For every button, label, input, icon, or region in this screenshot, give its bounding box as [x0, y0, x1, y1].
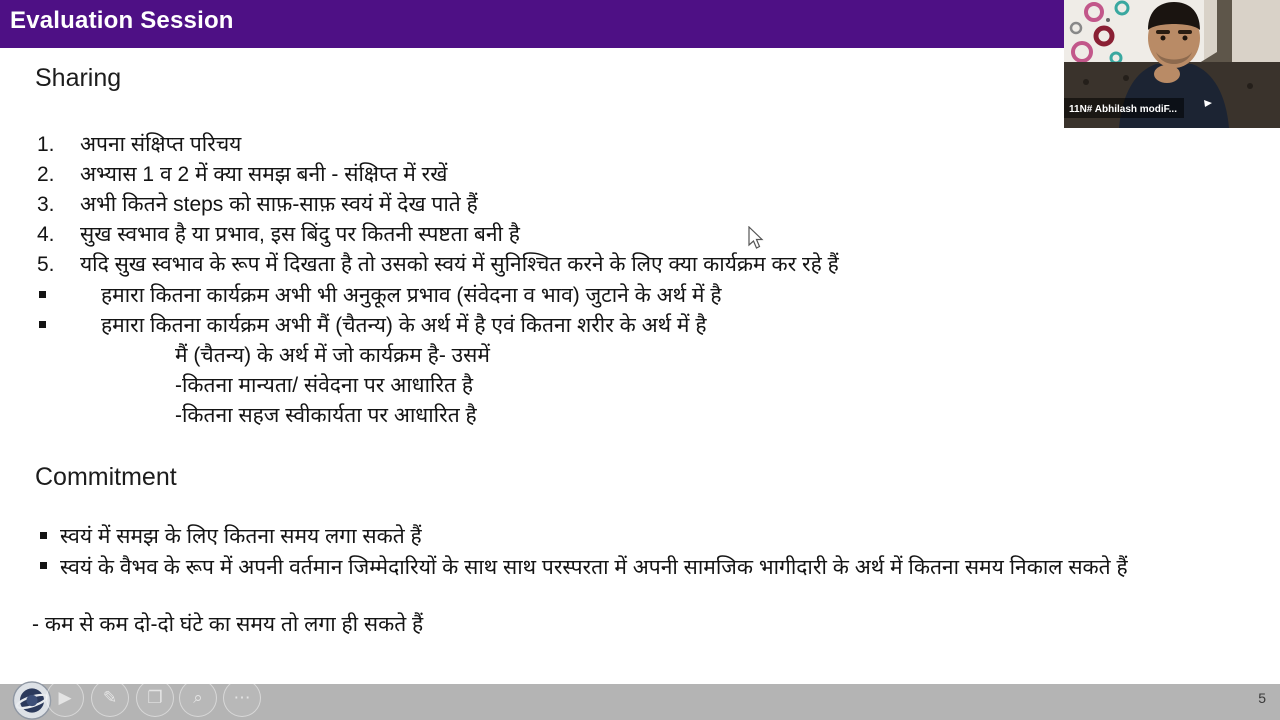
list-text: अभी कितने steps को साफ़-साफ़ स्वयं में देख पाते हैं: [80, 193, 478, 216]
list-number: 2.: [37, 163, 55, 186]
bullet-text: स्वयं के वैभव के रूप में अपनी वर्तमान जिम्मेदारियों के साथ साथ परस्परता में अपनी सामजिक भागीदारी के अर्थ में कितना समय निकाल सकते हैं: [60, 556, 1128, 579]
slides-overview-button[interactable]: [136, 679, 174, 717]
play-button[interactable]: [46, 679, 84, 717]
page-number: 5: [1258, 690, 1266, 706]
webcam-video: [1064, 0, 1280, 128]
list-number: 3.: [37, 193, 55, 216]
list-text: सुख स्वभाव है या प्रभाव, इस बिंदु पर कितनी स्पष्टता बनी है: [80, 223, 520, 246]
participant-name-label: 11N# Abhilash modiF...: [1069, 104, 1177, 115]
square-bullet-icon: [39, 291, 46, 298]
more-options-button[interactable]: [223, 679, 261, 717]
indented-line: -कितना मान्यता/ संवेदना पर आधारित है: [175, 374, 474, 397]
more-icon: ⋯: [233, 688, 251, 707]
list-text: अभ्यास 1 व 2 में क्या समझ बनी - संक्षिप्त में रखें: [80, 163, 448, 186]
webcam-video-thumbnail[interactable]: [1064, 0, 1280, 128]
list-text: अपना संक्षिप्त परिचय: [80, 133, 242, 156]
bullet-text: स्वयं में समझ के लिए कितना समय लगा सकते हैं: [60, 525, 422, 548]
pen-icon: ✎: [102, 688, 118, 707]
bullet-text: हमारा कितना कार्यक्रम अभी भी अनुकूल प्रभाव (संवेदना व भाव) जुटाने के अर्थ में है: [101, 284, 722, 307]
pen-button[interactable]: [91, 679, 129, 717]
list-number: 4.: [37, 223, 55, 246]
square-bullet-icon: [40, 532, 47, 539]
magnifier-icon: ⌕: [193, 688, 203, 707]
dash-line: - कम से कम दो-दो घंटे का समय तो लगा ही सकते हैं: [32, 613, 424, 636]
square-bullet-icon: [40, 562, 47, 569]
slides-icon: ❐: [147, 688, 163, 707]
bullet-text: हमारा कितना कार्यक्रम अभी मैं (चैतन्य) के अर्थ में है एवं कितना शरीर के अर्थ में है: [101, 314, 707, 337]
list-text: यदि सुख स्वभाव के रूप में दिखता है तो उसको स्वयं में सुनिश्चित करने के लिए क्या कार्यक्रम कर रहे हैं: [80, 253, 839, 276]
mouse-cursor-icon: [748, 226, 766, 257]
slide-title: Evaluation Session: [10, 7, 234, 34]
zoom-button[interactable]: [179, 679, 217, 717]
play-icon: ▶: [58, 688, 72, 707]
sharing-heading: Sharing: [35, 64, 122, 92]
indented-line: -कितना सहज स्वीकार्यता पर आधारित है: [175, 404, 477, 427]
square-bullet-icon: [39, 321, 46, 328]
commitment-heading: Commitment: [35, 463, 177, 491]
indented-line: मैं (चैतन्य) के अर्थ में जो कार्यक्रम है- उसमें: [175, 344, 490, 367]
list-number: 1.: [37, 133, 55, 156]
list-number: 5.: [37, 253, 55, 276]
